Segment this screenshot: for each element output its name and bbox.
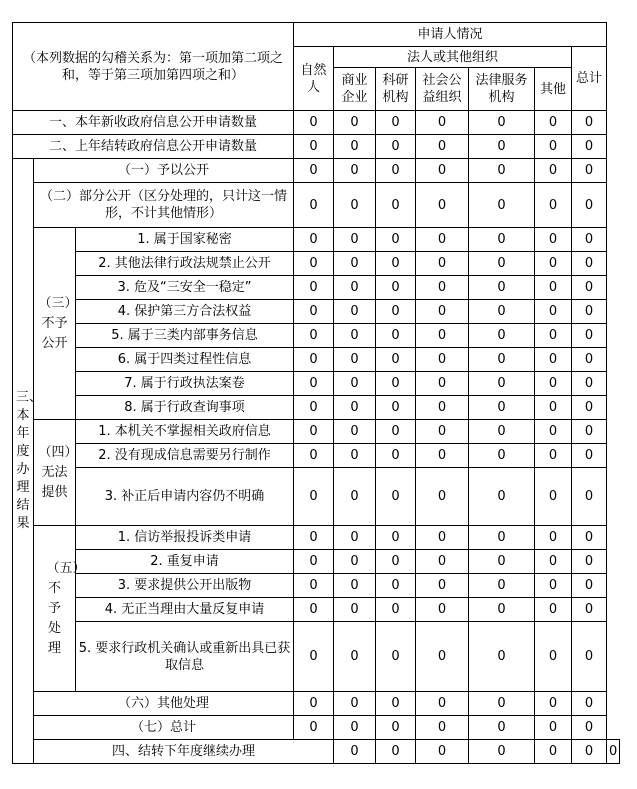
disclosure-statistics-table: [12, 22, 620, 764]
value-cell: 0: [416, 135, 469, 159]
col-legal-group: 法人或其他组织: [334, 47, 572, 68]
value-cell: 0: [469, 444, 535, 468]
value-cell: 0: [469, 159, 535, 183]
value-cell: 0: [572, 135, 607, 159]
value-cell: 0: [416, 550, 469, 574]
row-label-u3: 3. 补正后申请内容仍不明确: [76, 468, 294, 526]
value-cell: 0: [376, 622, 416, 692]
value-cell: 0: [294, 324, 334, 348]
col-natural-person: 自然人: [294, 47, 334, 111]
table-row: [13, 574, 620, 598]
no-process-group-label: [34, 526, 86, 692]
value-cell: 0: [294, 159, 334, 183]
value-cell: 0: [294, 468, 334, 526]
value-cell: 0: [572, 526, 607, 550]
value-cell: 0: [416, 574, 469, 598]
value-cell: 0: [416, 111, 469, 135]
table-row: [13, 740, 620, 764]
value-cell: 0: [294, 228, 334, 252]
value-cell: 0: [535, 420, 572, 444]
value-cell: 0: [416, 300, 469, 324]
col-legal-service: 法律服务机构: [469, 68, 535, 111]
table-row: [13, 228, 620, 252]
value-cell: 0: [535, 598, 572, 622]
table-row: [13, 550, 620, 574]
value-cell: 0: [376, 159, 416, 183]
row-label-d2: 2. 其他法律行政法规禁止公开: [76, 252, 294, 276]
table-row: [13, 276, 620, 300]
value-cell: 0: [294, 276, 334, 300]
document-page: [12, 22, 620, 764]
value-cell: 0: [469, 740, 535, 764]
value-cell: 0: [469, 111, 535, 135]
value-cell: 0: [416, 159, 469, 183]
value-cell: 0: [572, 324, 607, 348]
value-cell: 0: [535, 622, 572, 692]
value-cell: 0: [376, 228, 416, 252]
row-label-new-requests: 一、本年新收政府信息公开申请数量: [13, 111, 294, 135]
col-commercial: 商业企业: [334, 68, 376, 111]
value-cell: 0: [535, 324, 572, 348]
unable-group-text: （四）无法提供: [38, 444, 78, 500]
value-cell: 0: [572, 468, 607, 526]
value-cell: 0: [469, 574, 535, 598]
value-cell: 0: [535, 444, 572, 468]
value-cell: 0: [294, 111, 334, 135]
value-cell: 0: [572, 420, 607, 444]
value-cell: 0: [334, 622, 376, 692]
table-row: [13, 183, 620, 228]
header-row-1: [13, 23, 620, 47]
value-cell: 0: [334, 372, 376, 396]
value-cell: 0: [334, 324, 376, 348]
table-row: [13, 348, 620, 372]
value-cell: 0: [535, 550, 572, 574]
value-cell: 0: [376, 550, 416, 574]
value-cell: 0: [334, 692, 376, 716]
value-cell: 0: [572, 348, 607, 372]
value-cell: 0: [416, 526, 469, 550]
table-row: [13, 692, 620, 716]
value-cell: 0: [416, 348, 469, 372]
value-cell: 0: [469, 324, 535, 348]
value-cell: 0: [535, 348, 572, 372]
deny-group-text: （三）不予公开: [38, 295, 78, 351]
table-row: [13, 324, 620, 348]
table-row: [13, 598, 620, 622]
value-cell: 0: [376, 183, 416, 228]
row-label-p2: 2. 重复申请: [76, 550, 294, 574]
value-cell: 0: [294, 526, 334, 550]
col-social: 社会公益组织: [416, 68, 469, 111]
row-label-d5: 5. 属于三类内部事务信息: [76, 324, 294, 348]
value-cell: 0: [469, 276, 535, 300]
table-row: [13, 252, 620, 276]
value-cell: 0: [376, 692, 416, 716]
row-label-u2: 2. 没有现成信息需要另行制作: [76, 444, 294, 468]
col-total: 总计: [572, 47, 607, 111]
value-cell: 0: [294, 574, 334, 598]
table-row: [13, 444, 620, 468]
value-cell: 0: [535, 692, 572, 716]
value-cell: 0: [294, 372, 334, 396]
value-cell: 0: [294, 252, 334, 276]
row-label-p3: 3. 要求提供公开出版物: [76, 574, 294, 598]
value-cell: 0: [376, 252, 416, 276]
value-cell: 0: [469, 526, 535, 550]
value-cell: 0: [469, 598, 535, 622]
value-cell: 0: [376, 276, 416, 300]
unable-group-label: [34, 420, 76, 526]
row-label-r2: （二）部分公开（区分处理的，只计这一情形，不计其他情形）: [34, 183, 294, 228]
value-cell: 0: [376, 420, 416, 444]
value-cell: 0: [535, 300, 572, 324]
value-cell: 0: [572, 692, 607, 716]
value-cell: 0: [294, 396, 334, 420]
value-cell: 0: [334, 276, 376, 300]
value-cell: 0: [334, 300, 376, 324]
value-cell: 0: [535, 276, 572, 300]
value-cell: 0: [416, 183, 469, 228]
value-cell: 0: [294, 598, 334, 622]
value-cell: 0: [535, 135, 572, 159]
value-cell: 0: [607, 740, 620, 764]
results-label-text: 三、本年度办理结果: [16, 390, 43, 531]
value-cell: 0: [535, 159, 572, 183]
value-cell: 0: [416, 372, 469, 396]
value-cell: 0: [334, 740, 376, 764]
value-cell: 0: [334, 111, 376, 135]
value-cell: 0: [535, 716, 572, 740]
table-title: 申请人情况: [294, 23, 607, 47]
value-cell: 0: [376, 468, 416, 526]
value-cell: 0: [294, 135, 334, 159]
row-label-u1: 1. 本机关不掌握相关政府信息: [76, 420, 294, 444]
value-cell: 0: [334, 716, 376, 740]
value-cell: 0: [469, 348, 535, 372]
value-cell: 0: [572, 716, 607, 740]
value-cell: 0: [416, 420, 469, 444]
row-label-d3: 3. 危及“三安全一稳定”: [76, 276, 294, 300]
value-cell: 0: [376, 526, 416, 550]
row-label-p4: 4. 无正当理由大量反复申请: [76, 598, 294, 622]
value-cell: 0: [572, 372, 607, 396]
value-cell: 0: [416, 692, 469, 716]
row-label-p1: 1. 信访举报投诉类申请: [76, 526, 294, 550]
value-cell: 0: [294, 348, 334, 372]
value-cell: 0: [416, 716, 469, 740]
value-cell: 0: [469, 183, 535, 228]
header-note: （本列数据的勾稽关系为：第一项加第二项之和，等于第三项加第四项之和）: [13, 23, 294, 111]
value-cell: 0: [572, 252, 607, 276]
value-cell: 0: [376, 396, 416, 420]
value-cell: 0: [376, 444, 416, 468]
row-label-d6: 6. 属于四类过程性信息: [76, 348, 294, 372]
row-label-p5: 5. 要求行政机关确认或重新出具已获取信息: [76, 622, 294, 692]
row-label-r7: （七）总计: [34, 716, 294, 740]
table-row: [13, 396, 620, 420]
value-cell: 0: [416, 622, 469, 692]
value-cell: 0: [376, 300, 416, 324]
value-cell: 0: [572, 574, 607, 598]
value-cell: 0: [376, 716, 416, 740]
value-cell: 0: [416, 598, 469, 622]
value-cell: 0: [572, 228, 607, 252]
value-cell: 0: [294, 444, 334, 468]
value-cell: 0: [416, 396, 469, 420]
table-row: [13, 135, 620, 159]
value-cell: 0: [469, 468, 535, 526]
value-cell: 0: [572, 598, 607, 622]
value-cell: 0: [535, 228, 572, 252]
results-section-label: [13, 159, 43, 764]
value-cell: 0: [469, 550, 535, 574]
value-cell: 0: [416, 444, 469, 468]
value-cell: 0: [294, 550, 334, 574]
value-cell: 0: [334, 228, 376, 252]
value-cell: 0: [535, 252, 572, 276]
table-row: [13, 622, 620, 692]
table-row: [13, 300, 620, 324]
value-cell: 0: [572, 276, 607, 300]
value-cell: 0: [334, 135, 376, 159]
table-row: [13, 526, 620, 550]
table-row: [13, 420, 620, 444]
value-cell: 0: [334, 550, 376, 574]
value-cell: 0: [376, 740, 416, 764]
value-cell: 0: [376, 111, 416, 135]
value-cell: 0: [376, 574, 416, 598]
value-cell: 0: [572, 550, 607, 574]
row-label-r6: （六）其他处理: [34, 692, 294, 716]
value-cell: 0: [334, 598, 376, 622]
col-research: 科研机构: [376, 68, 416, 111]
value-cell: 0: [294, 692, 334, 716]
value-cell: 0: [334, 396, 376, 420]
value-cell: 0: [572, 622, 607, 692]
value-cell: 0: [535, 740, 572, 764]
value-cell: 0: [469, 716, 535, 740]
value-cell: 0: [294, 622, 334, 692]
value-cell: 0: [469, 300, 535, 324]
row-label-carried-over: 二、上年结转政府信息公开申请数量: [13, 135, 294, 159]
value-cell: 0: [376, 324, 416, 348]
value-cell: 0: [535, 574, 572, 598]
col-other: 其他: [535, 68, 572, 111]
value-cell: 0: [334, 159, 376, 183]
value-cell: 0: [469, 420, 535, 444]
value-cell: 0: [376, 348, 416, 372]
value-cell: 0: [416, 276, 469, 300]
table-row: [13, 372, 620, 396]
no-process-group-text: （五）不予处理: [46, 560, 86, 656]
value-cell: 0: [416, 740, 469, 764]
row-label-r1: （一）予以公开: [34, 159, 294, 183]
row-label-next-year: 四、结转下年度继续办理: [34, 740, 334, 764]
value-cell: 0: [469, 135, 535, 159]
value-cell: 0: [572, 740, 607, 764]
value-cell: 0: [416, 228, 469, 252]
value-cell: 0: [334, 252, 376, 276]
value-cell: 0: [334, 444, 376, 468]
value-cell: 0: [572, 444, 607, 468]
table-row: [13, 716, 620, 740]
value-cell: 0: [572, 111, 607, 135]
value-cell: 0: [572, 300, 607, 324]
value-cell: 0: [535, 468, 572, 526]
row-label-d4: 4. 保护第三方合法权益: [76, 300, 294, 324]
table-row: [13, 468, 620, 526]
row-label-d8: 8. 属于行政查询事项: [76, 396, 294, 420]
value-cell: 0: [535, 183, 572, 228]
value-cell: 0: [469, 622, 535, 692]
value-cell: 0: [535, 111, 572, 135]
value-cell: 0: [469, 396, 535, 420]
value-cell: 0: [376, 372, 416, 396]
value-cell: 0: [294, 183, 334, 228]
value-cell: 0: [416, 324, 469, 348]
value-cell: 0: [416, 252, 469, 276]
value-cell: 0: [469, 372, 535, 396]
value-cell: 0: [334, 183, 376, 228]
value-cell: 0: [535, 396, 572, 420]
value-cell: 0: [294, 300, 334, 324]
row-label-d1: 1. 属于国家秘密: [76, 228, 294, 252]
value-cell: 0: [376, 598, 416, 622]
value-cell: 0: [294, 420, 334, 444]
value-cell: 0: [294, 716, 334, 740]
value-cell: 0: [469, 228, 535, 252]
value-cell: 0: [416, 468, 469, 526]
value-cell: 0: [334, 468, 376, 526]
value-cell: 0: [334, 526, 376, 550]
row-label-d7: 7. 属于行政执法案卷: [76, 372, 294, 396]
value-cell: 0: [469, 252, 535, 276]
value-cell: 0: [535, 526, 572, 550]
value-cell: 0: [572, 396, 607, 420]
value-cell: 0: [334, 348, 376, 372]
value-cell: 0: [535, 372, 572, 396]
value-cell: 0: [469, 692, 535, 716]
value-cell: 0: [572, 183, 607, 228]
value-cell: 0: [376, 135, 416, 159]
value-cell: 0: [334, 420, 376, 444]
table-row: [13, 159, 620, 183]
value-cell: 0: [334, 574, 376, 598]
value-cell: 0: [572, 159, 607, 183]
table-row: [13, 111, 620, 135]
